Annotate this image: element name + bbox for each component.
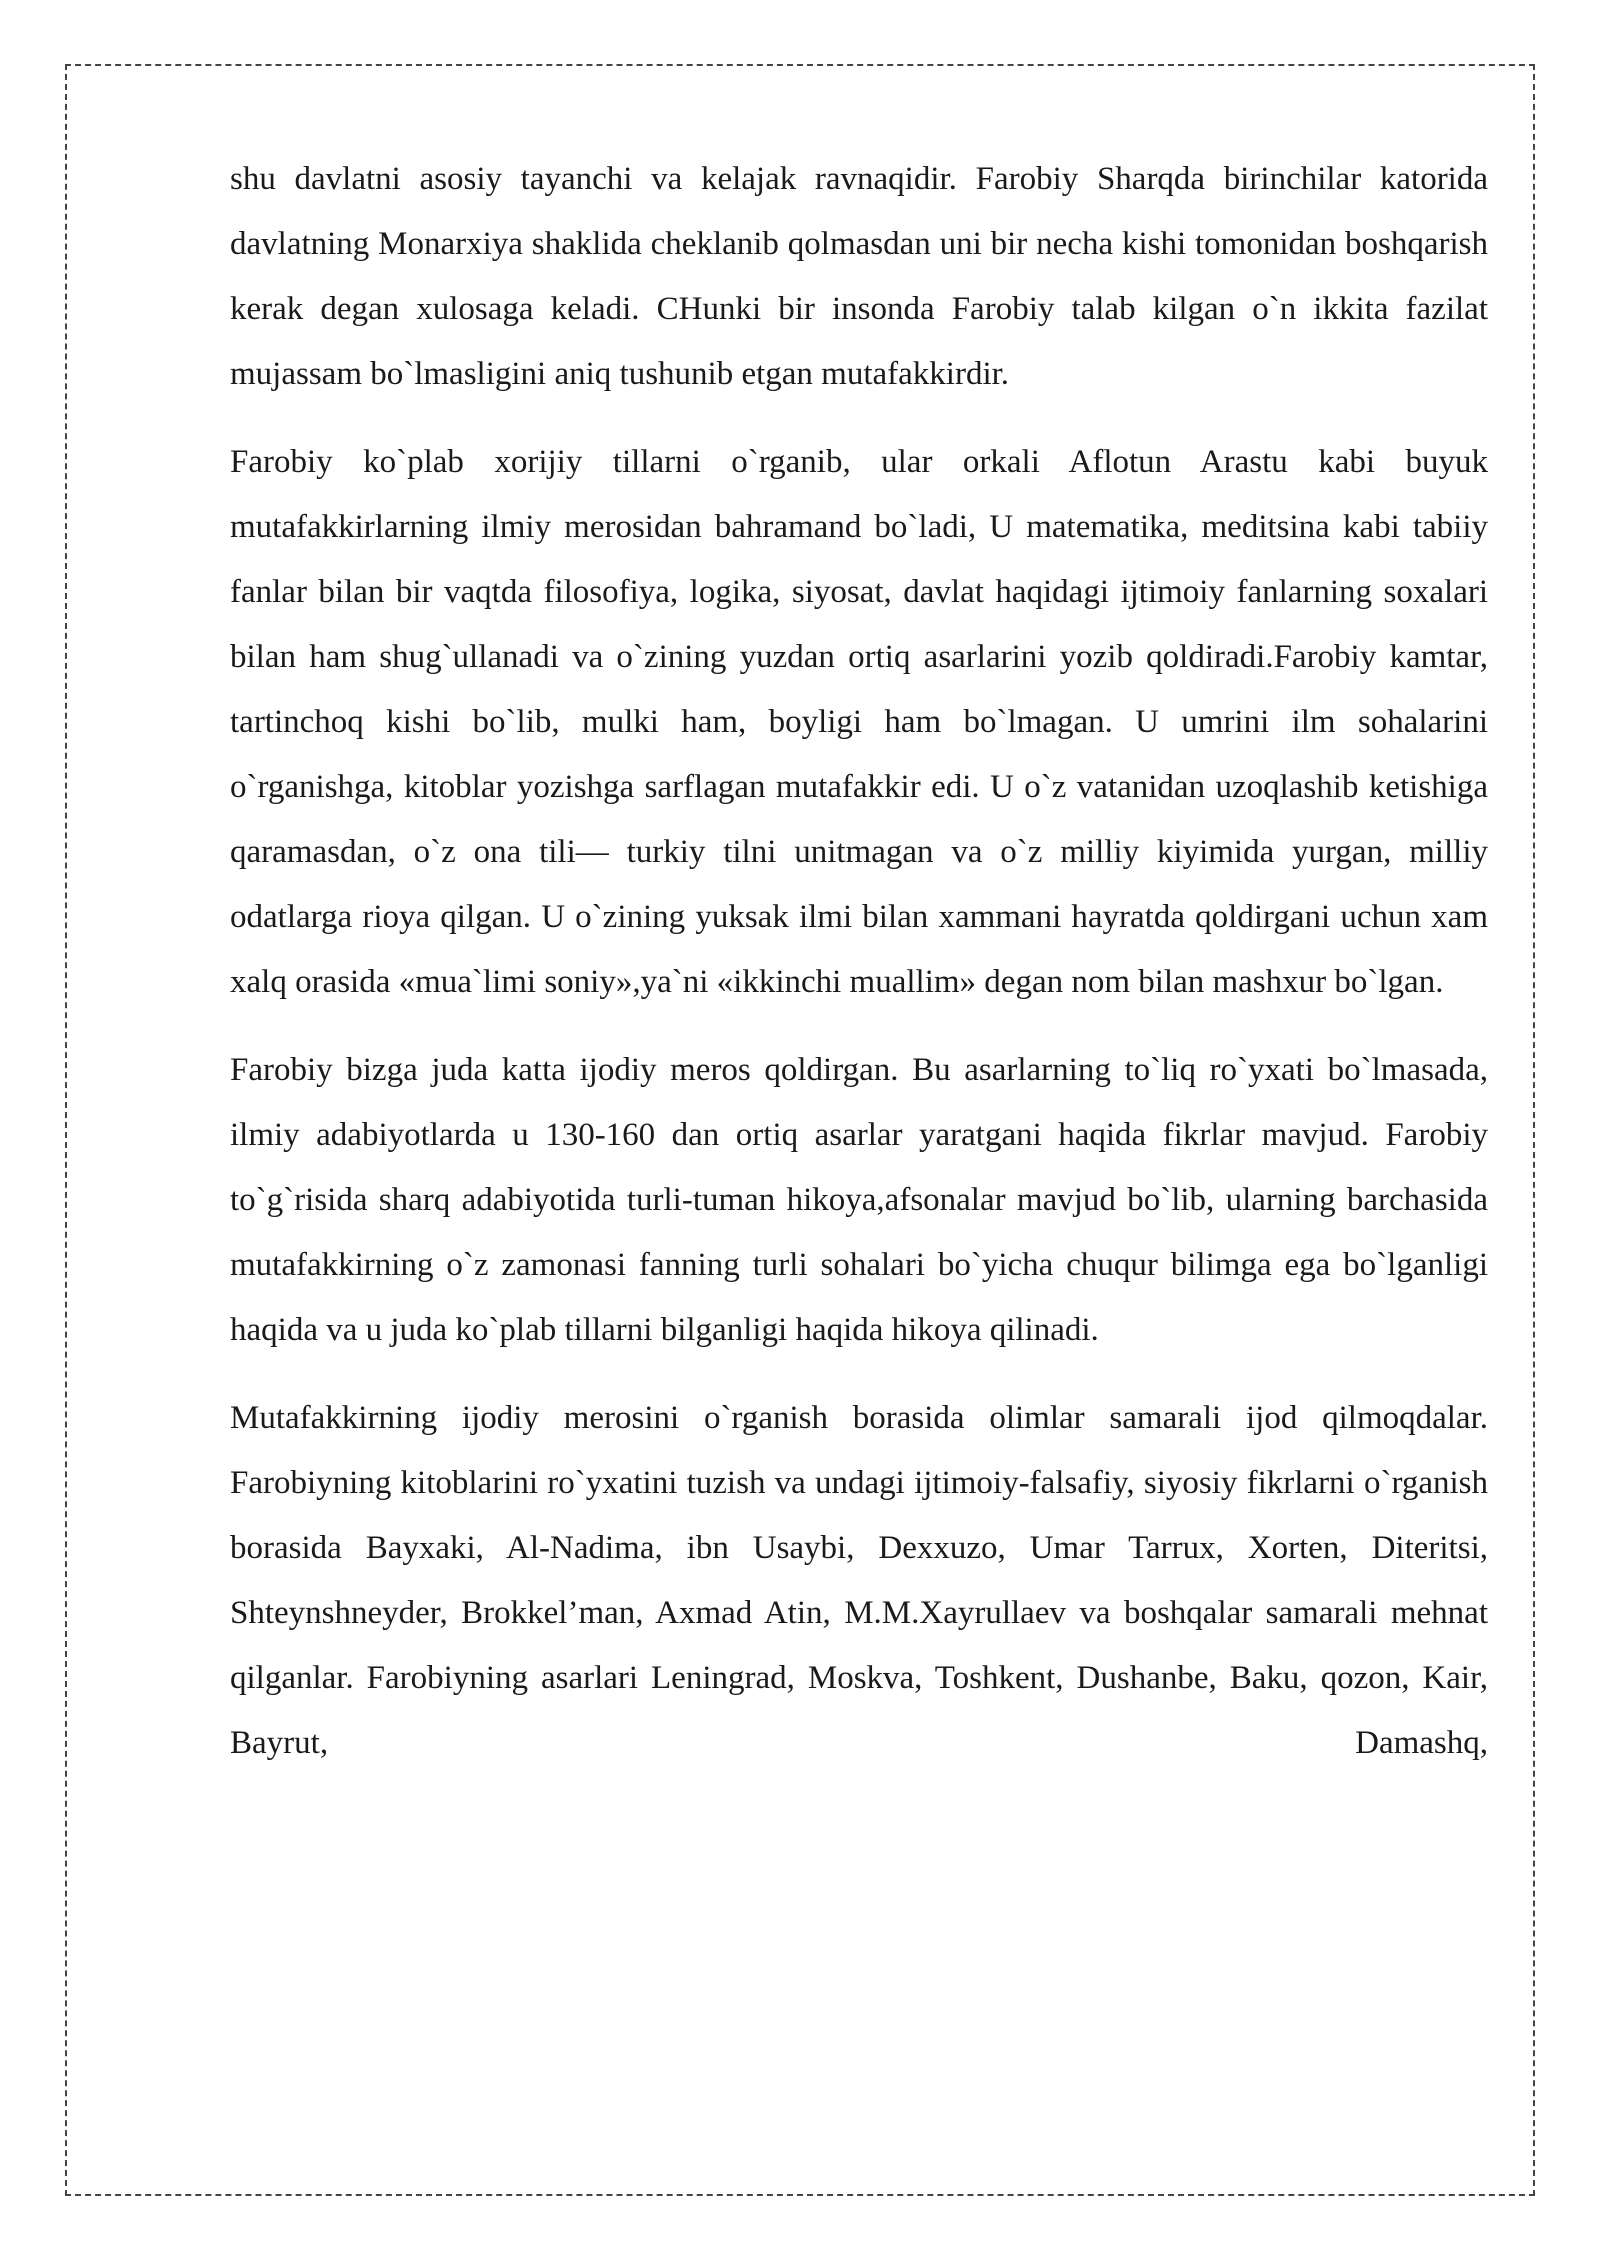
document-body (230, 147, 1488, 1799)
paragraph-2: Farobiy ko`plab xorijiy tillarni o`rganib, ular orkali Aflotun Arastu kabi buyuk mutafakkirlarning ilmiy merosidan bahramand bo`ladi, U matematika, meditsina kabi tabiiy fanlar bilan bir vaqtda filosofiya, logika, siyosat, davlat haqidagi ijtimoiy fanlarning soxalari bilan ham shug`ullanadi va o`zining yuzdan ortiq asarlarini yozib qoldiradi.Farobiy kamtar, tartinchoq kishi bo`lib, mulki ham, boyligi ham bo`lmagan. U umrini ilm sohalarini o`rganishga, kitoblar yozishga sarflagan mutafakkir edi. U o`z vatanidan uzoqlashib ketishiga qaramasdan, o`z ona tili— turkiy tilni unitmagan va o`z milliy kiyimida yurgan, milliy odatlarga rioya qilgan. U o`zining yuksak ilmi bilan xammani hayratda qoldirgani uchun xam xalq orasida «mua`limi soniy»,ya`ni «ikkinchi muallim» degan nom bilan mashxur bo`lgan. (230, 444, 1488, 1000)
paragraph-4: Mutafakkirning ijodiy merosini o`rganish borasida olimlar samarali ijod qilmoqdalar. Farobiyning kitoblarini ro`yxatini tuzish va undagi ijtimoiy-falsafiy, siyosiy fikrlarni o`rganish borasida Bayxaki, Al-Nadima, ibn Usaybi, Dexxuzo, Umar Tarrux, Xorten, Diteritsi, Shteynshneyder, Brokkel’man, Axmad Atin, M.M.Xayrullaev va boshqalar samarali mehnat qilganlar. Farobiyning asarlari Leningrad, Moskva, Toshkent, Dushanbe, Baku, qozon, Kair, Bayrut, Damashq, (230, 1400, 1488, 1761)
paragraph-3: Farobiy bizga juda katta ijodiy meros qoldirgan. Bu asarlarning to`liq ro`yxati bo`lmasada, ilmiy adabiyotlarda u 130-160 dan ortiq asarlar yaratgani haqida fikrlar mavjud. Farobiy to`g`risida sharq adabiyotida turli-tuman hikoya,afsonalar mavjud bo`lib, ularning barchasida mutafakkirning o`z zamonasi fanning turli sohalari bo`yicha chuqur bilimga ega bo`lganligi haqida va u juda ko`plab tillarni bilganligi haqida hikoya qilinadi. (230, 1052, 1488, 1348)
paragraph-1: shu davlatni asosiy tayanchi va kelajak ravnaqidir. Farobiy Sharqda birinchilar katorida davlatning Monarxiya shaklida cheklanib qolmasdan uni bir necha kishi tomonidan boshqarish kerak degan xulosaga keladi. CHunki bir insonda Farobiy talab kilgan o`n ikkita fazilat mujassam bo`lmasligini aniq tushunib etgan mutafakkirdir. (230, 161, 1488, 392)
